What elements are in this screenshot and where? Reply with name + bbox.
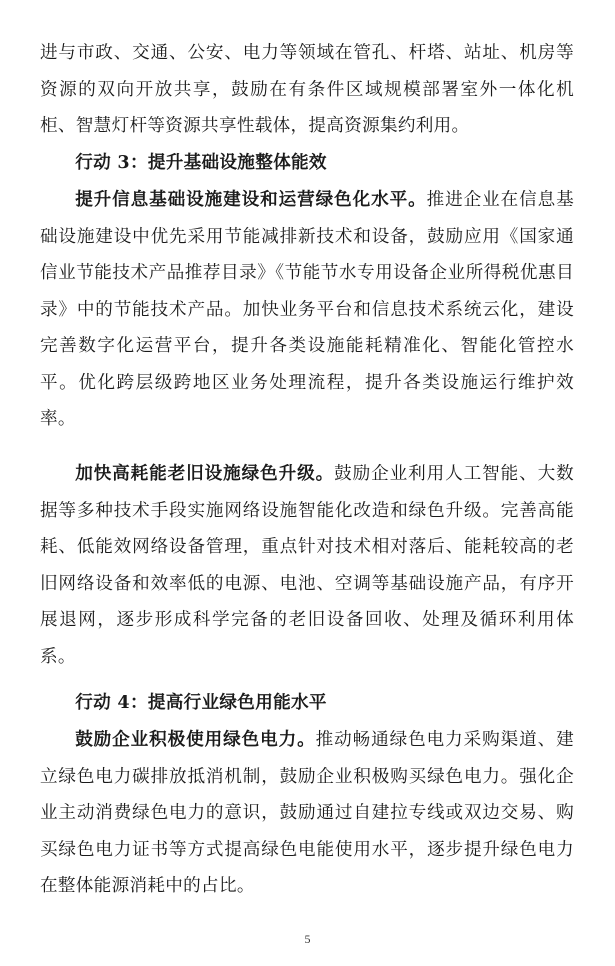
paragraph-green-power-text (40, 722, 574, 905)
lead-sentence-green-power: 鼓励企业积极使用绿色电力。 (75, 729, 316, 750)
paragraph-green-power (40, 722, 574, 905)
section-heading-action-3 (40, 145, 574, 182)
page-number: 5 (304, 932, 311, 946)
heading-action-3-text: 行动 3：提升基础设施整体能效 (75, 152, 327, 173)
section-heading-action-4 (40, 685, 574, 722)
paragraph-info-infrastructure (40, 182, 574, 438)
paragraph-legacy-upgrade (40, 456, 574, 675)
paragraph-continuation (40, 35, 574, 145)
paragraph-legacy-upgrade-text (40, 456, 574, 675)
body-green-power: 推动畅通绿色电力采购渠道、建立绿色电力碳排放抵消机制，鼓励企业积极购买绿色电力。强化企业主动消费绿色电力的意识，鼓励通过自建拉专线或双边交易、购买绿色电力证书等方式提高绿色电能使用水平，逐步提升绿色电力在整体能源消耗中的占比。 (40, 730, 575, 896)
paragraph-continuation-text: 进与市政、交通、公安、电力等领域在管孔、杆塔、站址、机房等资源的双向开放共享，鼓励在有条件区域规模部署室外一体化机柜、智慧灯杆等资源共享性载体，提高资源集约利用。 (40, 43, 574, 136)
body-legacy-upgrade: 鼓励企业利用人工智能、大数据等多种技术手段实施网络设施智能化改造和绿色升级。完善高能耗、低能效网络设备管理，重点针对技术相对落后、能耗较高的老旧网络设备和效率低的电源、电池、空调等基础设施产品，有序开展退网，逐步形成科学完备的老旧设备回收、处理及循环利用体系。 (40, 464, 574, 667)
lead-sentence-legacy-upgrade: 加快高耗能老旧设施绿色升级。 (75, 463, 335, 484)
body-info-infrastructure: 推进企业在信息基础设施建设中优先采用节能减排新技术和设备，鼓励应用《国家通信业节能技术产品推荐目录》《节能节水专用设备企业所得税优惠目录》中的节能技术产品。加快业务平台和信息技术系统云化，建设完善数字化运营平台，提升各类设施能耗精准化、智能化管控水平。优化跨层级跨地区业务处理流程，提升各类设施运行维护效率。 (40, 190, 574, 429)
lead-sentence-info-infrastructure: 提升信息基础设施建设和运营绿色化水平。 (75, 189, 427, 210)
paragraph-info-infrastructure-text (40, 182, 574, 438)
heading-action-4-text: 行动 4：提高行业绿色用能水平 (75, 692, 327, 713)
